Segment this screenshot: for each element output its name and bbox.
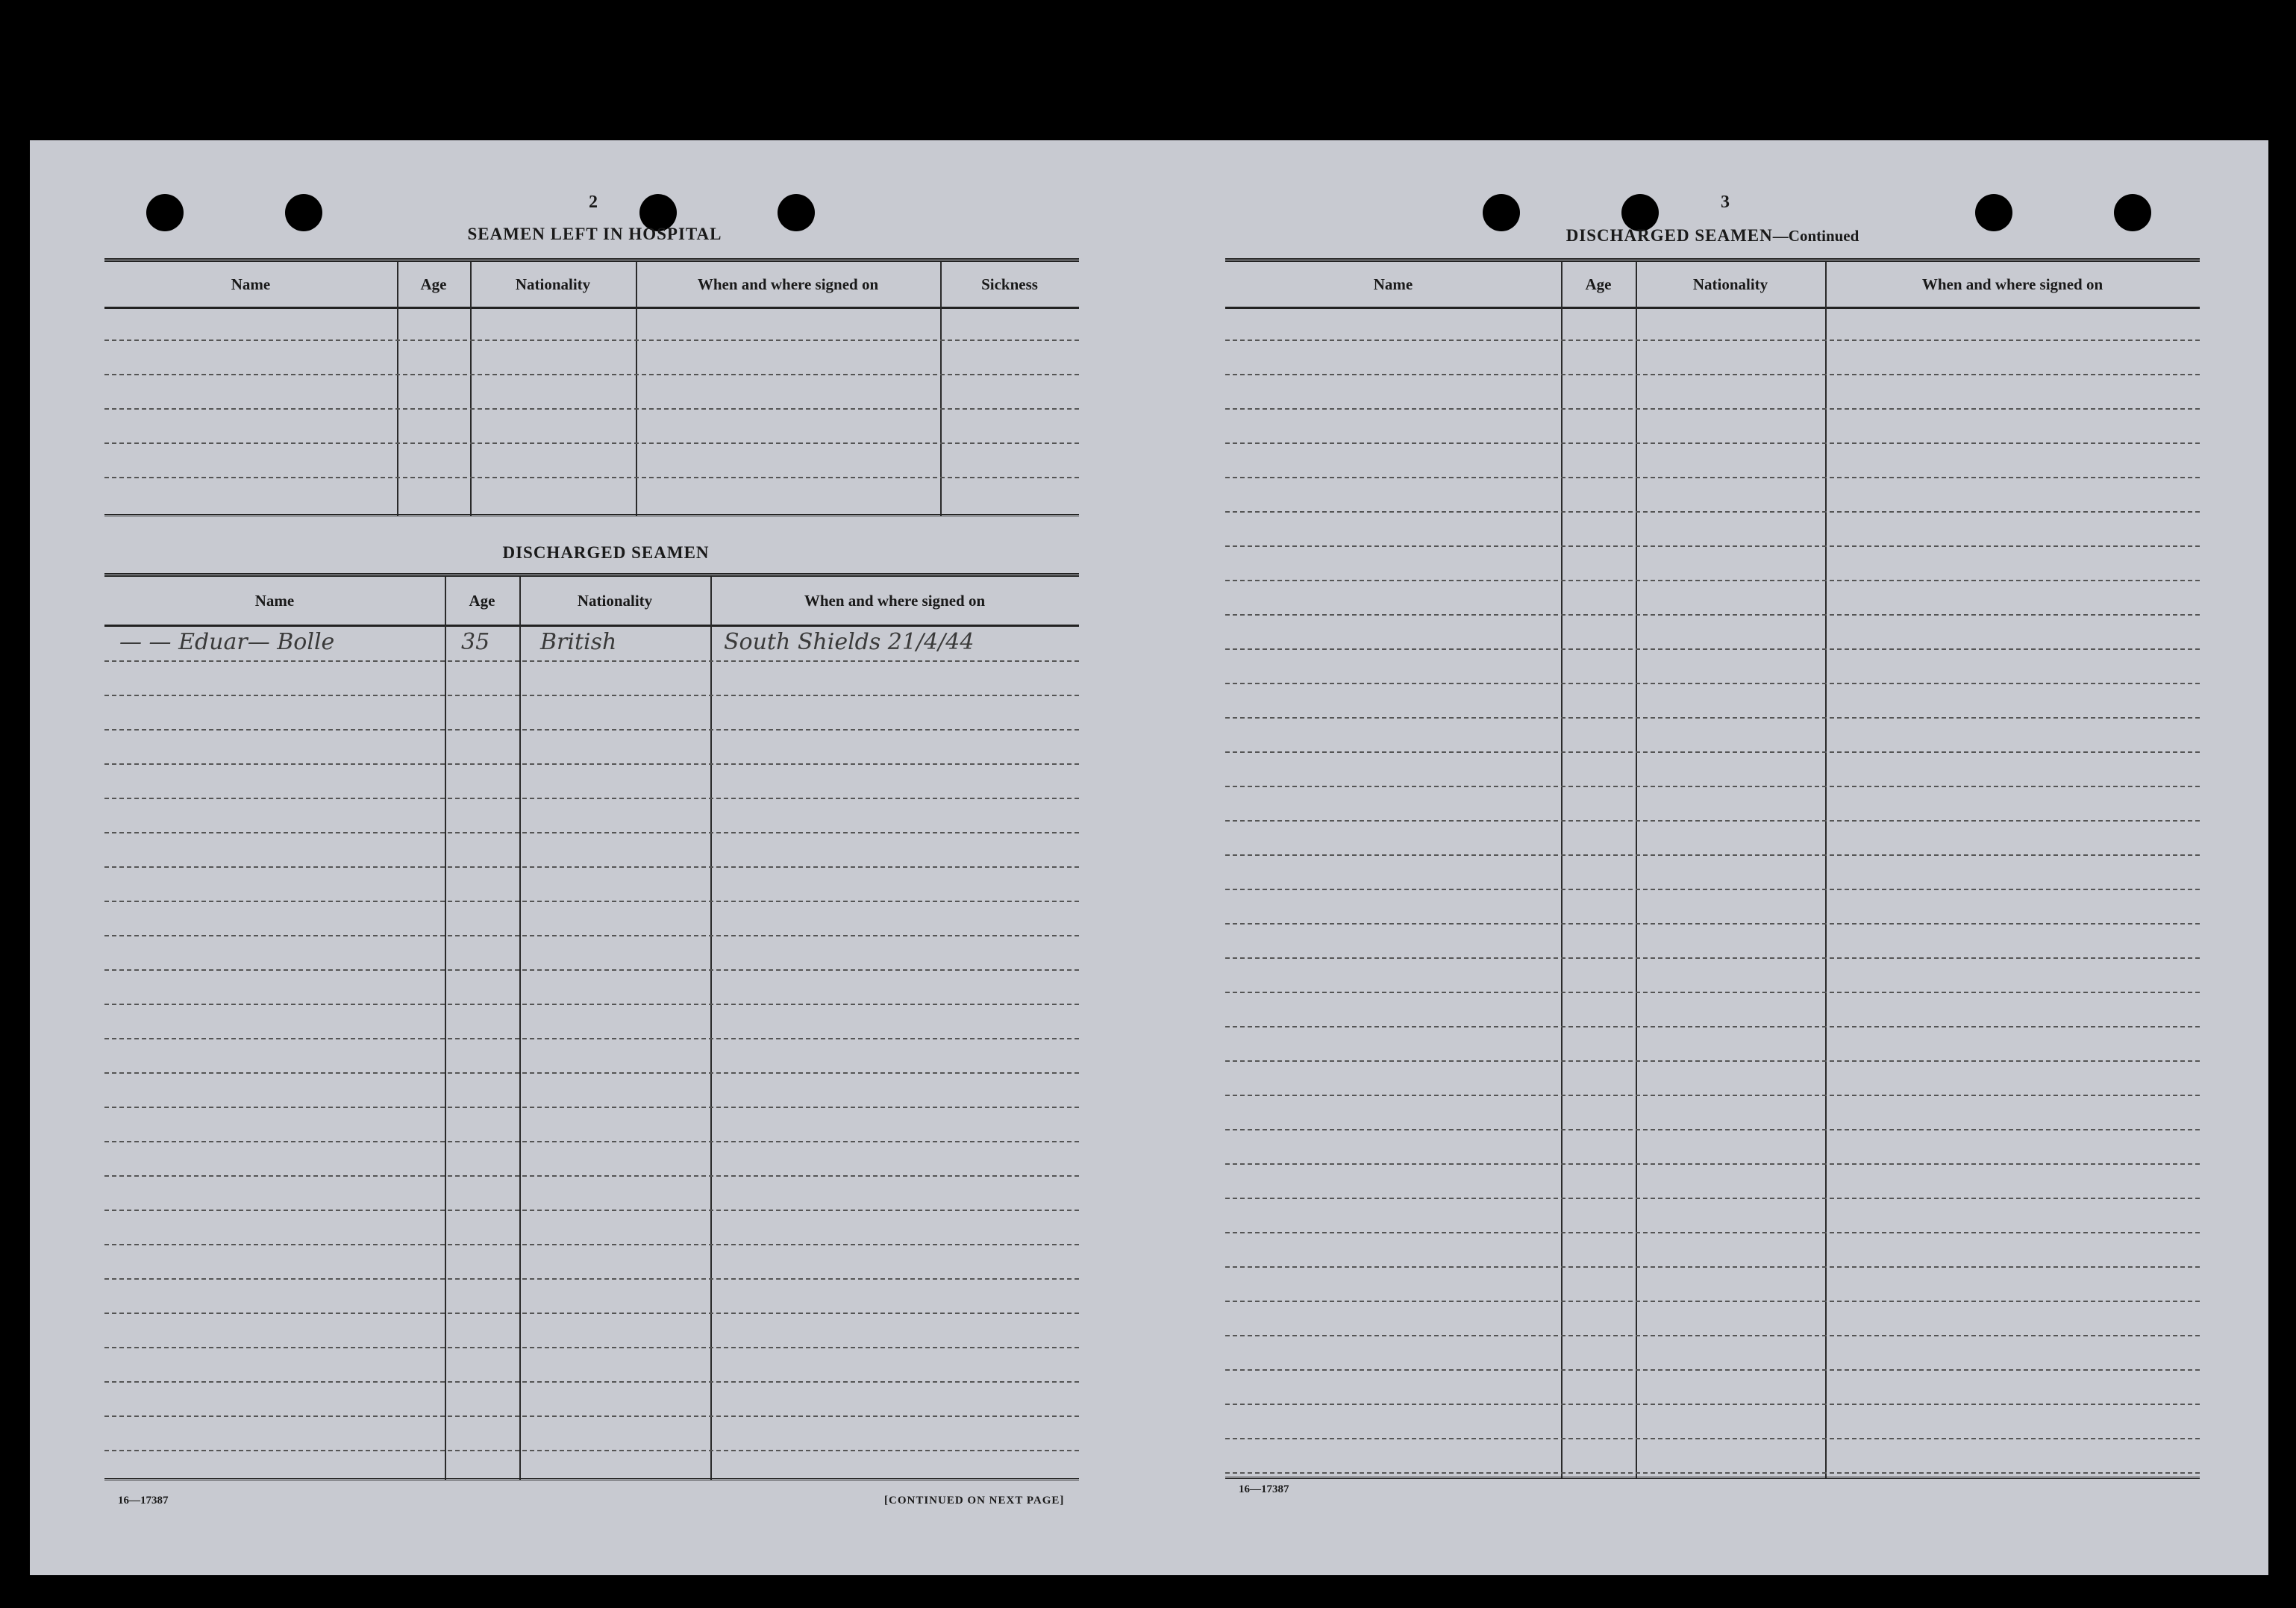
table-row xyxy=(104,695,1079,696)
table-bottom-rule xyxy=(104,1478,1079,1480)
col-name: Name xyxy=(231,275,271,293)
table-row xyxy=(1225,854,2200,856)
table-row xyxy=(1225,1198,2200,1199)
table-row xyxy=(1225,1232,2200,1233)
table-row xyxy=(1225,1060,2200,1062)
table-row xyxy=(1225,1026,2200,1027)
table-row xyxy=(1225,648,2200,650)
title-main: DISCHARGED SEAMEN xyxy=(1565,226,1773,245)
table-row xyxy=(104,935,1079,936)
table-row xyxy=(1225,889,2200,890)
page-number-right: 3 xyxy=(1721,193,1730,212)
entry-nationality: British xyxy=(540,629,617,655)
entry-name: — — Eduar— Bolle xyxy=(119,629,335,655)
discharged-table-header xyxy=(104,577,1079,627)
col-nationality: Nationality xyxy=(577,591,653,610)
table-row xyxy=(104,442,1079,444)
col-nationality: Nationality xyxy=(515,275,591,293)
col-name: Name xyxy=(254,591,295,610)
table-row xyxy=(1225,477,2200,478)
table-row xyxy=(1225,820,2200,822)
ledger-sheet xyxy=(30,140,2268,1575)
table-row xyxy=(1225,511,2200,513)
title-suffix: —Continued xyxy=(1772,227,1859,245)
table-row xyxy=(1225,1404,2200,1405)
table-row xyxy=(1225,751,2200,753)
column-divider xyxy=(1561,262,1563,1478)
table-row xyxy=(1225,683,2200,684)
table-row xyxy=(104,1141,1079,1142)
col-age: Age xyxy=(469,591,495,610)
col-nationality: Nationality xyxy=(1692,275,1768,293)
punch-hole xyxy=(1483,194,1520,231)
column-divider xyxy=(1825,262,1827,1478)
table-row xyxy=(1225,545,2200,547)
table-row xyxy=(104,1450,1079,1451)
table-row xyxy=(104,1244,1079,1245)
punch-hole xyxy=(1975,194,2012,231)
discharged-continued-table xyxy=(1225,258,2200,1493)
col-age: Age xyxy=(420,275,447,293)
table-row xyxy=(1225,1266,2200,1268)
table-row xyxy=(104,729,1079,731)
table-row xyxy=(104,477,1079,478)
hospital-section-title: SEAMEN LEFT IN HOSPITAL xyxy=(467,225,722,243)
table-row xyxy=(1225,614,2200,616)
entry-signed-on: South Shields 21/4/44 xyxy=(724,629,975,655)
table-row xyxy=(1225,1438,2200,1439)
table-row xyxy=(1225,442,2200,444)
table-row xyxy=(104,1175,1079,1177)
table-row xyxy=(104,1415,1079,1417)
table-row xyxy=(1225,1335,2200,1336)
table-row xyxy=(1225,1301,2200,1302)
table-row xyxy=(104,1381,1079,1383)
table-row xyxy=(104,1038,1079,1039)
table-row xyxy=(1225,923,2200,925)
column-divider xyxy=(445,577,446,1480)
punch-hole xyxy=(146,194,184,231)
table-row xyxy=(1225,1472,2200,1474)
punch-hole xyxy=(2114,194,2151,231)
table-row xyxy=(104,1210,1079,1211)
table-bottom-rule xyxy=(1225,1477,2200,1479)
table-row xyxy=(104,1107,1079,1108)
discharged-continued-title xyxy=(1566,226,1859,245)
table-row xyxy=(1225,717,2200,719)
column-divider xyxy=(519,577,521,1480)
table-row xyxy=(104,969,1079,971)
table-row xyxy=(104,832,1079,833)
table-row xyxy=(1225,1163,2200,1165)
form-number-left: 16—17387 xyxy=(118,1495,169,1507)
table-row xyxy=(1225,408,2200,410)
table-bottom-rule xyxy=(104,514,1079,516)
table-row xyxy=(104,374,1079,375)
table-row xyxy=(104,1347,1079,1348)
table-row xyxy=(104,1278,1079,1280)
column-divider xyxy=(1636,262,1637,1478)
table-row xyxy=(1225,786,2200,787)
table-row xyxy=(104,1004,1079,1005)
punch-hole xyxy=(285,194,322,231)
table-row xyxy=(104,866,1079,868)
table-row xyxy=(1225,992,2200,993)
table-row xyxy=(1225,340,2200,341)
table-row xyxy=(1225,957,2200,959)
table-row xyxy=(104,763,1079,765)
table-row xyxy=(1225,1129,2200,1130)
table-row xyxy=(104,798,1079,799)
table-row xyxy=(104,340,1079,341)
table-row xyxy=(1225,1095,2200,1096)
col-age: Age xyxy=(1585,275,1612,293)
discharged-section-title: DISCHARGED SEAMEN xyxy=(502,543,710,562)
entry-age: 35 xyxy=(461,629,490,655)
table-row xyxy=(1225,1369,2200,1371)
table-row xyxy=(104,901,1079,902)
continued-note: [CONTINUED ON NEXT PAGE] xyxy=(884,1495,1065,1507)
col-signed-on: When and where signed on xyxy=(804,591,986,610)
hospital-table xyxy=(104,258,1079,528)
discharged-continued-header xyxy=(1225,262,2200,309)
table-row xyxy=(104,1072,1079,1074)
column-divider xyxy=(710,577,712,1480)
table-row xyxy=(1225,580,2200,581)
form-number-right: 16—17387 xyxy=(1239,1483,1289,1495)
col-name: Name xyxy=(1373,275,1413,293)
table-row xyxy=(104,408,1079,410)
hospital-table-header xyxy=(104,262,1079,309)
col-signed-on: When and where signed on xyxy=(697,275,879,293)
col-sickness: Sickness xyxy=(981,275,1038,293)
page-number-left: 2 xyxy=(589,193,598,212)
punch-hole xyxy=(778,194,815,231)
col-signed-on: When and where signed on xyxy=(1921,275,2103,293)
table-row xyxy=(104,660,1079,662)
table-row xyxy=(1225,374,2200,375)
table-row xyxy=(104,1313,1079,1314)
discharged-table xyxy=(104,573,1079,1491)
